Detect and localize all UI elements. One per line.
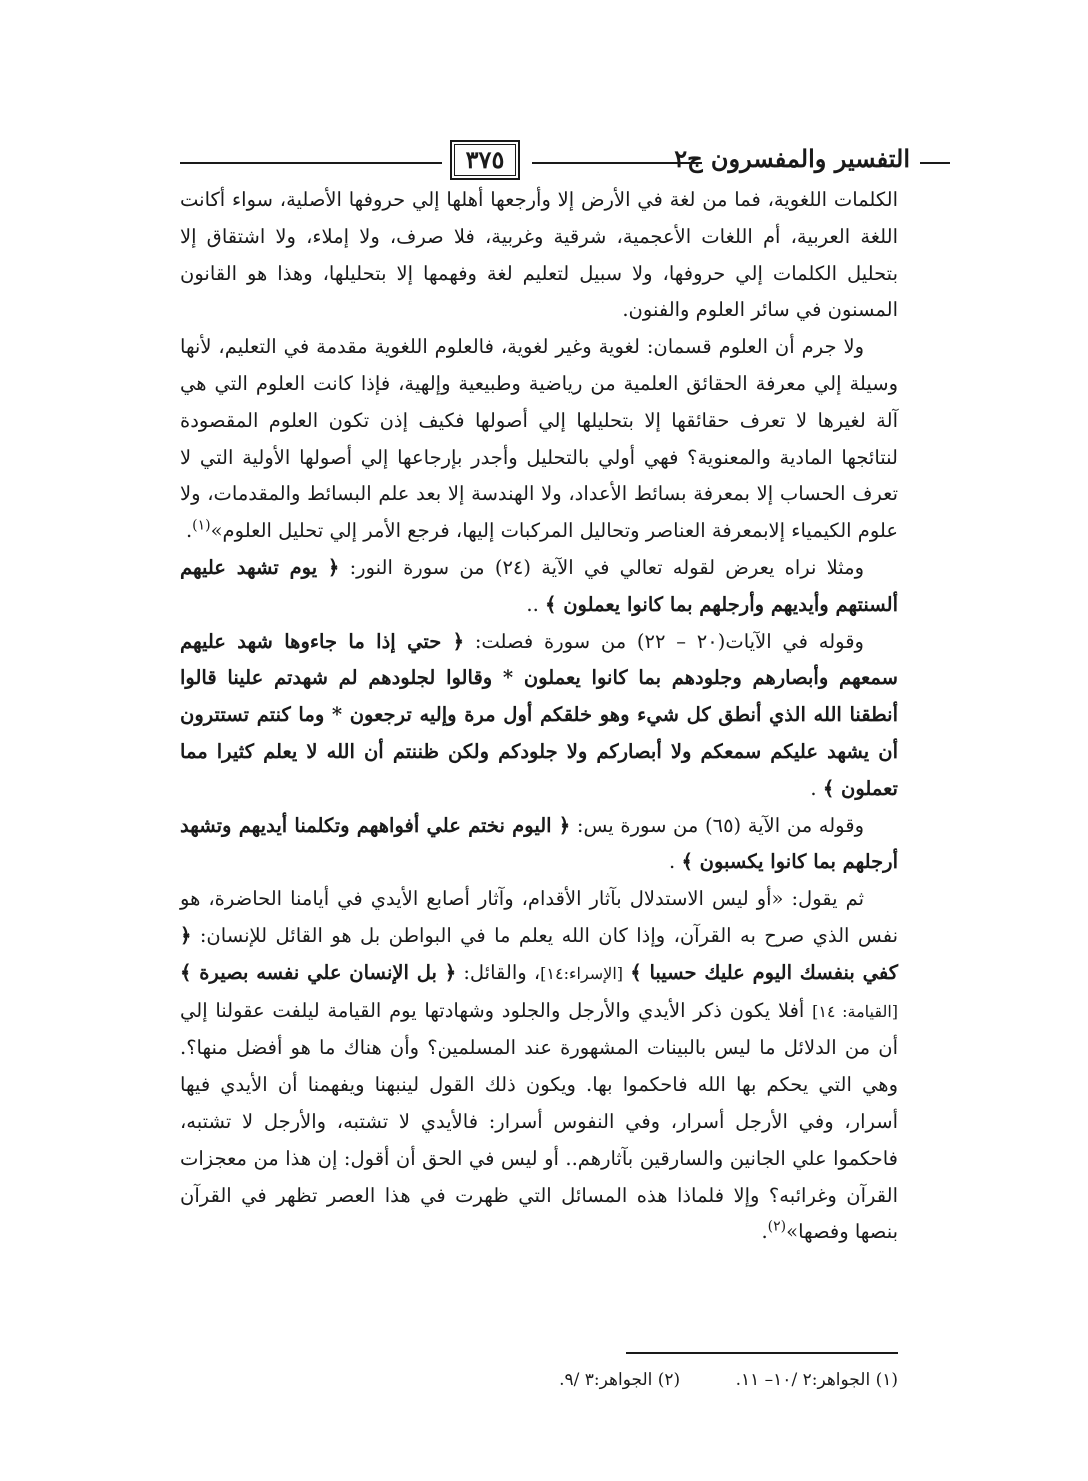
page-number: ٣٧٥ — [450, 140, 520, 180]
footnote: (٢) الجواهر:٣ /٩. — [559, 1370, 681, 1390]
quran-verse: ﴿ اليوم نختم علي أفواههم وتكلمنا أيديهم وتشهد أرجلهم بما كانوا يكسبون ﴾ — [180, 813, 898, 874]
footnote-rule — [626, 1352, 898, 1354]
paragraph-text: وقوله في الآيات(٢٠ – ٢٢) من سورة فصلت: — [474, 629, 864, 653]
paragraph-text: ، والقائل: — [463, 960, 541, 984]
paragraph-text: وقوله من الآية (٦٥) من سورة يس: — [576, 813, 864, 837]
page-body — [180, 182, 898, 1262]
punctuation: . — [761, 1220, 768, 1244]
paragraph — [180, 808, 898, 882]
running-header — [180, 140, 950, 180]
paragraph-text: ثم يقول: «أو ليس الاستدلال بآثار الأقدام، وآثار أصابع الأيدي في أيامنا الحاضرة، هو نفس الذي صرح به القرآن، وإذا كان الله يعلم ما في البواطن بل هو القائل للإنسان: — [180, 887, 899, 947]
header-rule — [532, 162, 702, 164]
quran-verse: ﴿ يوم تشهد عليهم ألسنتهم وأيديهم وأرجلهم بما كانوا يعملون ﴾ — [180, 555, 898, 616]
punctuation: . — [185, 519, 193, 543]
punctuation: . — [669, 850, 676, 874]
paragraph — [180, 329, 898, 550]
verse-reference: [القيامة: ١٤] — [812, 1001, 899, 1021]
punctuation: .. — [526, 592, 539, 616]
paragraph-text: ولا جرم أن العلوم قسمان: لغوية وغير لغوية، فالعلوم اللغوية مقدمة في التعليم، لأنها وسيلة إلي معرفة الحقائق العلمية من رياضية وطبيعية وإلهية، فإذا كانت العلوم التي هي آلة لغيرها لا تعرف حقائقها إلا بتحليلها إلي أصولها فكيف إذن تكون العلوم المقصودة لنتائجها المادية والمعنوية؟ فهي أولي بالتحليل وأجدر بإرجاعها إلي أصولها الأولية التي لا تعرف الحساب إلا بمعرفة بسائط الأعداد، ولا الهندسة إلا بعد علم البسائط والمقدمات، ولا علوم الكيمياء إلابمعرفة العناصر وتحاليل المركبات إليها، فرجع الأمر إلي تحليل العلوم» — [180, 335, 898, 543]
paragraph — [180, 624, 898, 808]
quran-verse: ﴿ بل الإنسان علي نفسه بصيرة ﴾ — [180, 960, 457, 984]
footnotes — [340, 1370, 898, 1400]
header-rule — [180, 162, 442, 164]
footnote: (١) الجواهر:٢ /١٠– ١١. — [735, 1370, 898, 1390]
quran-verse: ﴿ حتي إذا ما جاءوها شهد عليهم سمعهم وأبصارهم وجلودهم بما كانوا يعملون * وقالوا لجلودهم لم شهدتم علينا قالوا أنطقنا الله الذي أنطق كل شيء وهو خلقكم أول مرة وإليه ترجعون * وما كنتم تستترون أن يشهد عليكم سمعكم ولا أبصاركم ولا جلودكم ولكن ظننتم أن الله لا يعلم كثيرا مما تعملون ﴾ — [180, 629, 898, 800]
paragraph-text: ومثلا نراه يعرض لقوله تعالي في الآية (٢٤) من سورة النور: — [349, 555, 865, 579]
footnote-marker: (٢) — [767, 1218, 787, 1235]
footnote-marker: (١) — [192, 517, 211, 534]
paragraph — [180, 881, 898, 1251]
quran-verse: ﴿ كفي بنفسك اليوم عليك حسيبا ﴾ — [180, 923, 898, 984]
paragraph-text: الكلمات اللغوية، فما من لغة في الأرض إلا وأرجعها أهلها إلي حروفها الأصلية، سواء أكانت اللغة العربية، أم اللغات الأعجمية، شرقية وغربية، فلا صرف، ولا إملاء، ولا اشتقاق إلا بتحليل الكلمات إلي حروفها، ولا سبيل لتعليم لغة وفهمها إلا بتحليلها، وهذا هو القانون المسنون في سائر العلوم والفنون. — [180, 188, 898, 322]
punctuation: . — [810, 776, 817, 800]
paragraph — [180, 550, 898, 624]
header-rule — [920, 162, 950, 164]
paragraph — [180, 182, 898, 329]
book-title: التفسير والمفسرون ج٢ — [674, 144, 910, 173]
verse-reference: [الإسراء:١٤] — [540, 963, 624, 983]
paragraph-text: أفلا يكون ذكر الأيدي والأرجل والجلود وشهادتها يوم القيامة ليلفت عقولنا إلي أن من الدلائل ما ليس بالبينات المشهورة عند المسلمين؟ وأن هناك ما هو أفضل منها؟. وهي التي يحكم بها الله فاحكموا بها. ويكون ذلك القول لينبهنا ويفهمنا أن الأيدي فيها أسرار، وفي الأرجل أسرار، وفي النفوس أسرار: فالأيدي لا تشتبه، والأرجل لا تشتبه، فاحكموا علي الجانين والسارقين بآثارهم.. أو ليس في الحق أن أقول: إن هذا من معجزات القرآن وغرائبه؟ وإلا فلماذا هذه المسائل التي ظهرت في هذا العصر تظهر في القرآن بنصها وفصها» — [180, 998, 898, 1244]
